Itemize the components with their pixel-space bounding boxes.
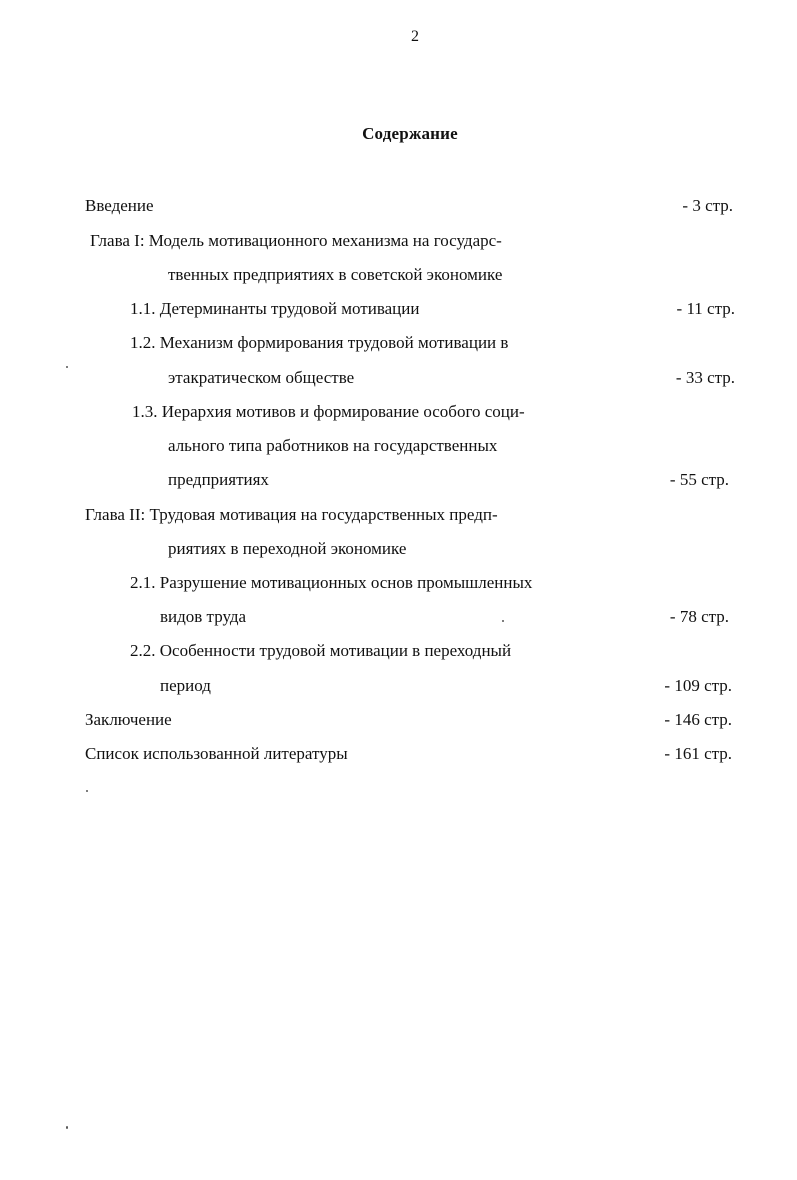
toc-entry-1-2: 1.2. Механизм формирования трудовой мотивации в	[130, 333, 509, 352]
toc-entry-chapter2-cont: риятиях в переходной экономике	[168, 539, 407, 558]
toc-entry-bibliography: Список использованной литературы	[85, 744, 348, 763]
toc-entry-1-1: 1.1. Детерминанты трудовой мотивации	[130, 299, 420, 318]
page-number: 2	[411, 28, 419, 45]
toc-page-2-1: - 78 стр.	[669, 607, 729, 626]
toc-entry-2-1: 2.1. Разрушение мотивационных основ промышленных	[130, 573, 533, 592]
toc-page-1-1: - 11 стр.	[676, 299, 735, 318]
scan-speck	[86, 790, 88, 792]
toc-entry-1-3-cont2: предприятиях	[168, 470, 269, 489]
toc-page-1-2: - 33 стр.	[675, 368, 735, 387]
toc-entry-conclusion: Заключение	[85, 710, 172, 729]
toc-page-2-2: - 109 стр.	[664, 676, 732, 695]
scan-speck	[66, 1126, 68, 1129]
toc-entry-1-3-cont1: ального типа работников на государственных	[168, 436, 498, 455]
toc-entry-2-2: 2.2. Особенности трудовой мотивации в переходный	[130, 641, 512, 660]
toc-page-bibliography: - 161 стр.	[664, 744, 732, 763]
toc-page-1-3: - 55 стр.	[669, 470, 729, 489]
toc-entry-chapter1: Глава I: Модель мотивационного механизма на государс-	[90, 231, 502, 250]
toc-entry-2-1-cont: видов труда	[160, 607, 247, 626]
toc-entry-intro: Введение	[85, 196, 154, 215]
toc-page-conclusion: - 146 стр.	[664, 710, 732, 729]
scan-speck	[502, 620, 504, 622]
toc-entry-2-2-cont: период	[160, 676, 211, 695]
toc-title: Содержание	[362, 124, 458, 143]
toc-entry-1-2-cont: этакратическом обществе	[168, 368, 355, 387]
toc-entry-1-3: 1.3. Иерархия мотивов и формирование особого соци-	[132, 402, 525, 421]
toc-page-intro: - 3 стр.	[682, 196, 733, 215]
toc-entry-chapter2: Глава II: Трудовая мотивация на государственных предп-	[85, 505, 498, 524]
scan-speck	[66, 366, 68, 368]
toc-entry-chapter1-cont: твенных предприятиях в советской экономике	[168, 265, 503, 284]
